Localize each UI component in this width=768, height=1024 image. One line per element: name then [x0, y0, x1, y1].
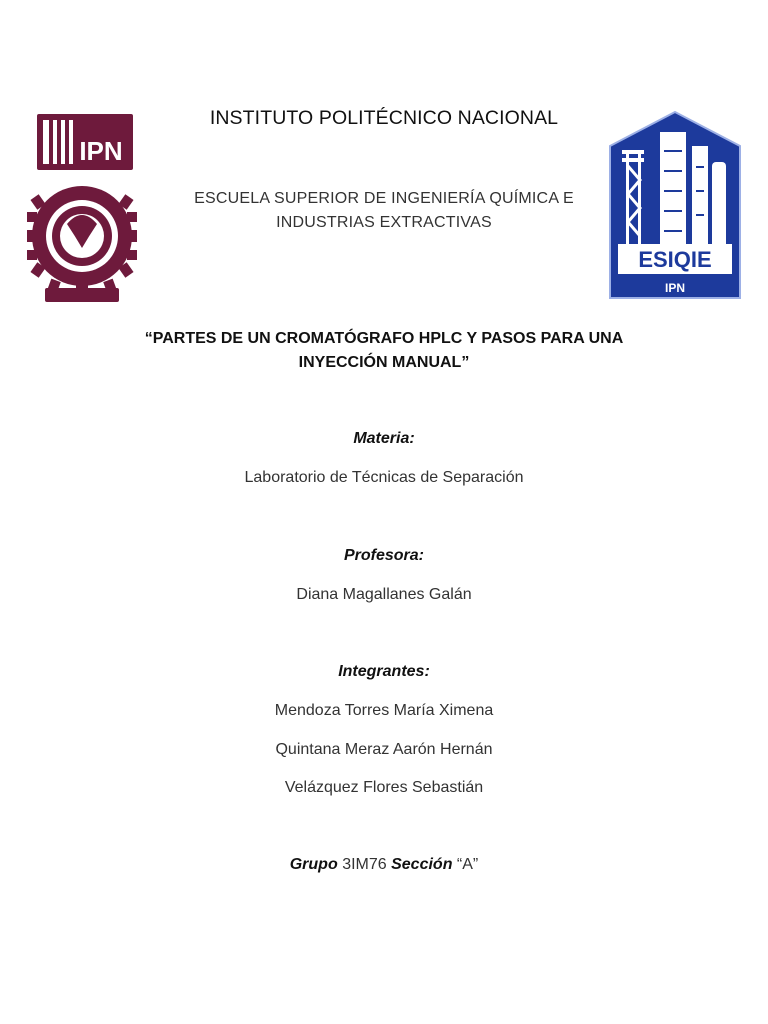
- school-name: [150, 187, 618, 235]
- ipn-logo-icon: [27, 106, 137, 304]
- materia-value: Laboratorio de Técnicas de Separación: [244, 469, 524, 486]
- seccion-label: Sección: [391, 856, 453, 873]
- institution-name: INSTITUTO POLITÉCNICO NACIONAL: [209, 107, 559, 129]
- grupo-label: Grupo: [289, 856, 338, 873]
- grupo-value: 3IM76: [342, 856, 387, 873]
- materia-label: Materia:: [353, 430, 415, 447]
- document-title: [90, 327, 678, 375]
- document-title-line1: “PARTES DE UN CROMATÓGRAFO HPLC Y PASOS PARA UNA: [144, 330, 624, 347]
- integrante-item: Quintana Meraz Aarón Hernán: [275, 741, 493, 758]
- esiqie-logo-letters: ESIQIE: [638, 247, 712, 272]
- document-title-line2: INYECCIÓN MANUAL”: [298, 354, 470, 371]
- esiqie-logo-sub: IPN: [664, 281, 686, 295]
- school-name-line1: ESCUELA SUPERIOR DE INGENIERÍA QUÍMICA E: [194, 190, 574, 207]
- grupo-seccion-line: [90, 856, 678, 874]
- integrante-item: Velázquez Flores Sebastián: [284, 779, 484, 796]
- school-name-line2: INDUSTRIAS EXTRACTIVAS: [276, 214, 492, 231]
- seccion-value: “A”: [456, 856, 479, 873]
- integrantes-label: Integrantes:: [338, 663, 430, 680]
- integrante-item: Mendoza Torres María Ximena: [274, 702, 494, 719]
- profesora-label: Profesora:: [343, 547, 425, 564]
- profesora-value: Diana Magallanes Galán: [296, 586, 472, 603]
- ipn-logo-letters: IPN: [79, 136, 123, 166]
- esiqie-logo-icon: [608, 110, 742, 300]
